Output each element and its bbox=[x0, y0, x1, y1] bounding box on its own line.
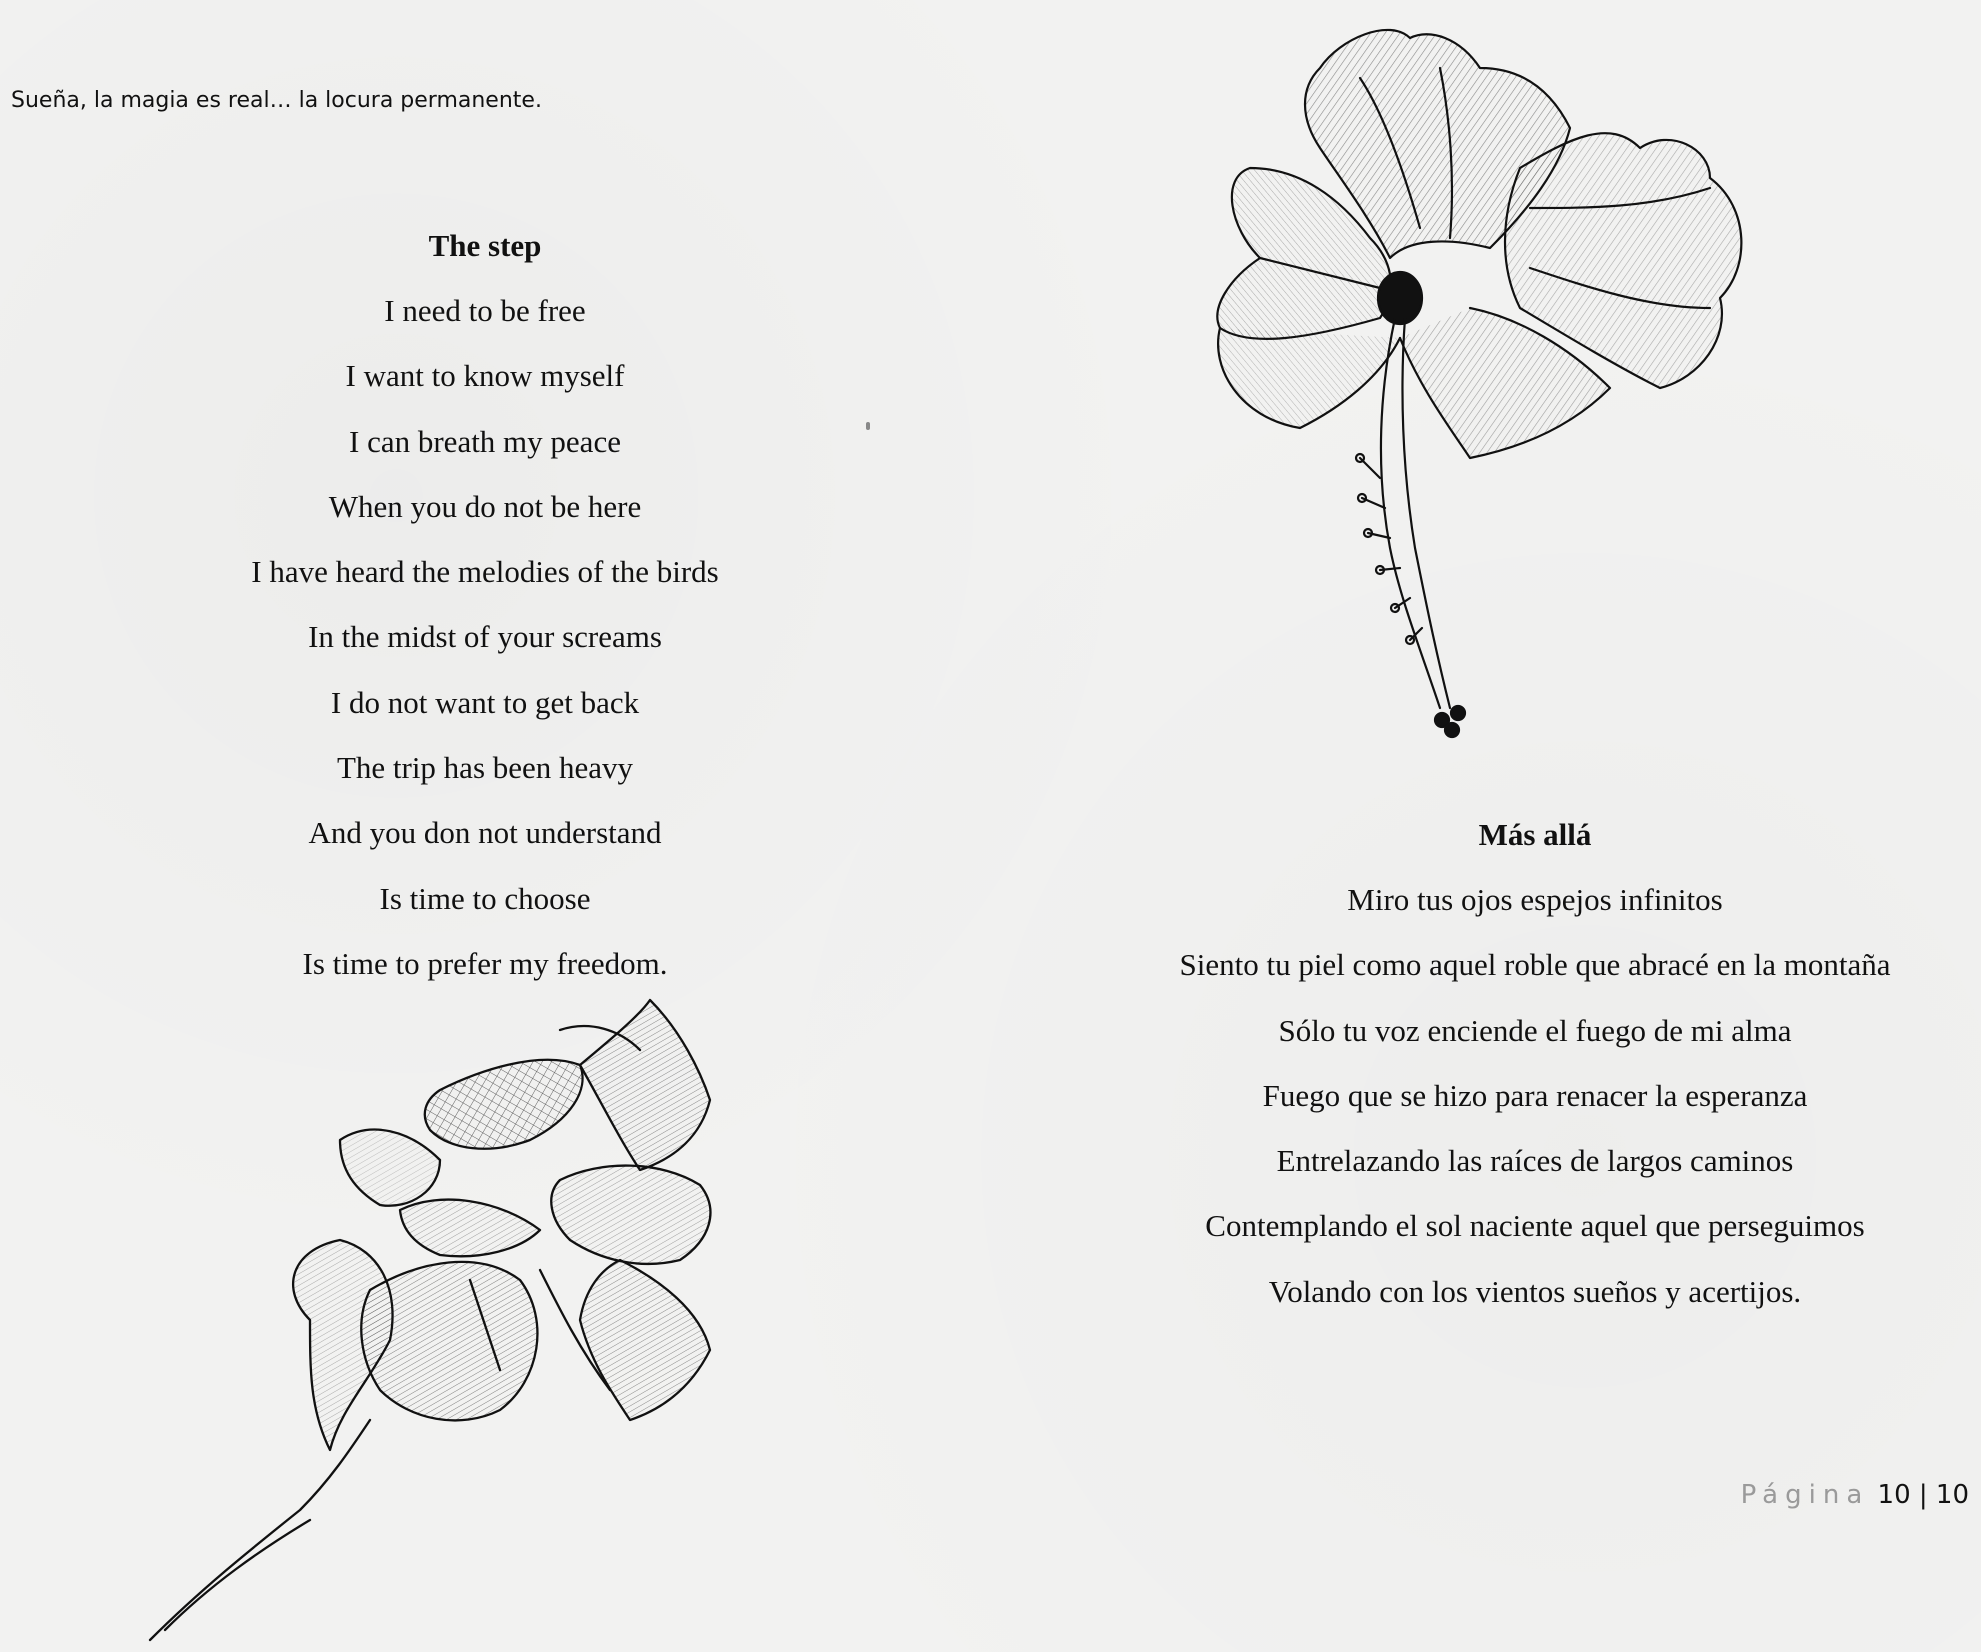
poem-line: Volando con los vientos sueños y acertijos. bbox=[1268, 1273, 1802, 1309]
poem-line: I do not want to get back bbox=[330, 684, 640, 720]
poem-line: Entrelazando las raíces de largos caminos bbox=[1276, 1143, 1794, 1179]
poem-line: And you don not understand bbox=[308, 815, 662, 851]
poem-line: Miro tus ojos espejos infinitos bbox=[1347, 882, 1723, 917]
hibiscus-drawing bbox=[1190, 8, 1840, 748]
poem-line: I need to be free bbox=[384, 293, 586, 328]
poem-title: Más allá bbox=[1478, 817, 1592, 852]
poem-line: Is time to prefer my freedom. bbox=[302, 945, 668, 981]
poem-line: Contemplando el sol naciente aquel que perseguimos bbox=[1205, 1208, 1865, 1244]
poem-line: Siento tu piel como aquel roble que abracé en la montaña bbox=[1179, 947, 1891, 983]
poem-mas-alla bbox=[1100, 802, 1970, 1324]
iris-drawing bbox=[140, 990, 840, 1650]
poem-line: Fuego que se hizo para renacer la esperanza bbox=[1262, 1077, 1808, 1113]
page-header: Sueña, la magia es real… la locura permanente. bbox=[11, 88, 542, 113]
page-footer bbox=[1741, 1480, 1969, 1510]
paper-speck bbox=[866, 422, 870, 430]
poem-line: Is time to choose bbox=[379, 880, 591, 916]
poem-line: I have heard the melodies of the birds bbox=[251, 554, 719, 590]
poem-line: I want to know myself bbox=[345, 358, 625, 394]
poem-line: Sólo tu voz enciende el fuego de mi alma bbox=[1278, 1012, 1792, 1048]
page-label: Página bbox=[1740, 1480, 1870, 1510]
poem-line: When you do not be here bbox=[328, 488, 642, 524]
poem-title: The step bbox=[428, 228, 542, 263]
poem-line: In the midst of your screams bbox=[308, 619, 662, 655]
poem-line: I can breath my peace bbox=[349, 423, 621, 459]
page-number: 10 | 10 bbox=[1877, 1480, 1969, 1510]
poem-line: The trip has been heavy bbox=[336, 750, 634, 786]
poem-the-step bbox=[160, 213, 810, 996]
